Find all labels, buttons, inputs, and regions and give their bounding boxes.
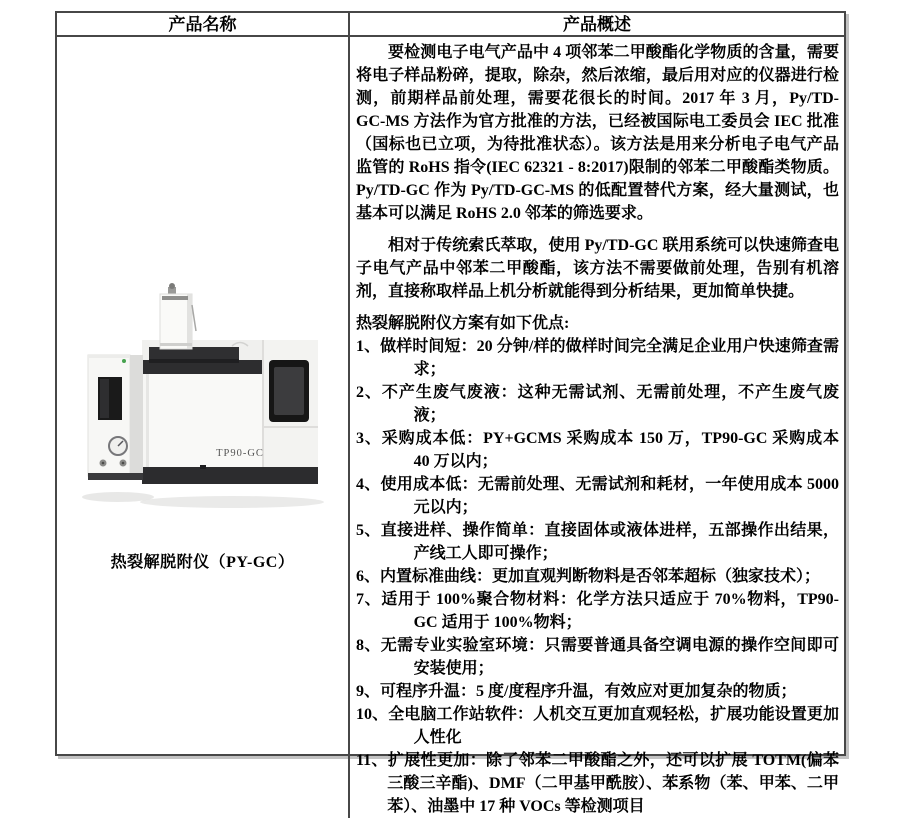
product-cell xyxy=(57,37,350,818)
header-product-name-label: 产品名称 xyxy=(168,14,237,34)
header-product-name xyxy=(57,13,350,37)
gas-controller-unit xyxy=(88,355,143,480)
advantage-item: 6、内置标准曲线：更加直观判断物料是否邻苯超标（独家技术）； xyxy=(356,568,821,585)
power-led xyxy=(122,359,126,363)
advantages-list xyxy=(356,335,839,818)
product-caption: 热裂解脱附仪（PY-GC） xyxy=(110,554,295,571)
instrument-photo xyxy=(82,283,324,511)
header-product-overview xyxy=(350,13,844,37)
advantage-item: 8、无需专业实验室环境：只需要普通具备空调电源的操作空间即可安装使用； xyxy=(356,637,839,677)
overview-paragraph-1: 要检测电子电气产品中 4 项邻苯二甲酸酯化学物质的含量，需要将电子样品粉碎，提取，除杂，然后浓缩，最后用对应的仪器进行检测，前期样品前处理，需要花很长的时间。2017 年 3 月，Py/TD-GC-MS 方法作为官方批准的方法，已经被国际电工委员会 IEC 批准（国标也已立项，为待批准状态）。该方法是用来分析电子电气产品监管的 RoHS 指令(IEC 62321 - 8:2017)限制的邻苯二甲酸酯类物质。Py/TD-GC 作为 Py/TD-GC-MS 的低配置替代方案，经大量测试，也基本可以满足 RoHS 2.0 邻苯的筛选要求。 xyxy=(356,44,839,222)
advantage-item: 2、不产生废气废液：这种无需试剂、无需前处理，不产生废气废液； xyxy=(356,384,839,424)
advantages-heading: 热裂解脱附仪方案有如下优点: xyxy=(356,315,570,332)
overview-cell xyxy=(350,37,844,818)
product-table xyxy=(55,11,846,815)
advantage-item: 1、做样时间短：20 分钟/样的做样时间完全满足企业用户快速筛查需求； xyxy=(356,338,839,378)
advantage-item: 11、扩展性更加：除了邻苯二甲酸酯之外，还可以扩展 TOTM(偏苯三酸三辛酯)、DMF（二甲基甲酰胺）、苯系物（苯、甲苯、二甲苯）、油墨中 17 种 VOCs 等检测项目 xyxy=(356,752,839,815)
advantage-item: 3、采购成本低：PY+GCMS 采购成本 150 万，TP90-GC 采购成本 40 万以内； xyxy=(356,430,839,470)
shadow xyxy=(140,496,324,508)
overview-paragraph-2: 相对于传统索氏萃取，使用 Py/TD-GC 联用系统可以快速筛查电子电气产品中邻苯二甲酸酯，该方法不需要做前处理，告别有机溶剂，直接称取样品上机分析就能得到分析结果，更加简单快捷。 xyxy=(356,237,839,300)
advantage-item: 5、直接进样、操作简单：直接固体或液体进样，五部操作出结果，产线工人即可操作； xyxy=(356,522,839,562)
device-model-label: TP90-GC xyxy=(215,448,264,459)
pyrolyzer-unit xyxy=(149,283,239,363)
advantage-item: 7、适用于 100%聚合物材料：化学方法只适应于 70%物料，TP90-GC 适用于 100%物料； xyxy=(356,591,839,631)
advantage-item: 4、使用成本低：无需前处理、无需试剂和耗材，一年使用成本 5000 元以内； xyxy=(356,476,839,516)
advantage-item: 9、可程序升温：5 度/度程序升温，有效应对更加复杂的物质； xyxy=(356,683,797,700)
advantage-item: 10、全电脑工作站软件：人机交互更加直观轻松，扩展功能设置更加人性化 xyxy=(356,706,839,746)
shadow xyxy=(82,492,154,502)
header-product-overview-label: 产品概述 xyxy=(563,14,631,34)
